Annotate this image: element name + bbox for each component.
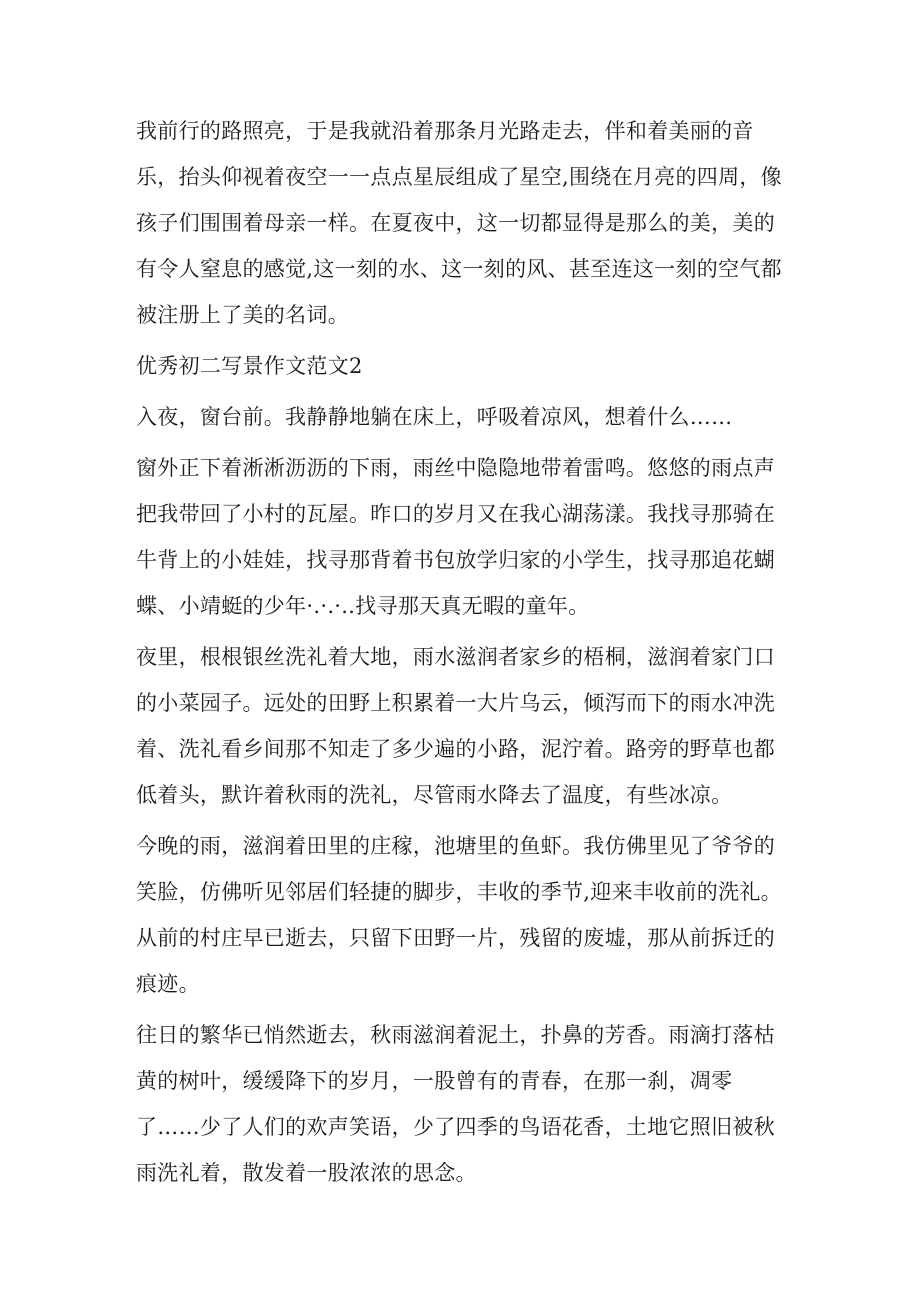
paragraph-rain-memories: 窗外正下着淅淅沥沥的下雨，雨丝中隐隐地带着雷鸣。悠悠的雨点声把我带回了小村的瓦屋。昨口的岁月又在我心湖荡漾。我找寻那骑在牛背上的小娃娃，找寻那背着书包放学归家的小学生，找寻那追花蝴蝶、小靖蜓的少年·.·.·..找寻那天真无暇的童年。 — [136, 456, 775, 618]
paragraph-tonight-rain: 今晚的雨，滋润着田里的庄稼，池塘里的鱼虾。我仿佛里见了爷爷的笑脸，仿佛听见邻居们轻捷的脚步，丰收的季节,迎来丰收前的洗礼。从前的村庄早已逝去，只留下田野一片，残留的废墟，那从前拆迁的痕迹。 — [136, 834, 782, 996]
paragraph-night-rain: 夜里，根根银丝洗礼着大地，雨水滋润者家乡的梧桐，滋润着家门口的小菜园子。远处的田野上积累着一大片乌云，倾泻而下的雨水冲洗着、洗礼看乡间那不知走了多少遍的小路，泥泞着。路旁的野草也都低着头，默许着秋雨的洗礼，尽管雨水降去了温度，有些冰凉。 — [136, 645, 775, 807]
document-body — [136, 108, 796, 1196]
paragraph-nightfall: 入夜，窗台前。我静静地躺在床上，呼吸着凉风，想着什么…… — [136, 405, 733, 429]
paragraph-moonlight-path: 我前行的路照亮，于是我就沿着那条月光路走去，伴和着美丽的音乐，抬头仰视着夜空一一点点星辰组成了星空,围绕在月亮的四周，像孩子们围围着母亲一样。在夏夜中，这一切都显得是那么的美，美的有令人窒息的感觉,这一刻的水、这一刻的风、甚至连这一刻的空气都被注册上了美的名词。 — [136, 119, 782, 327]
section-heading: 优秀初二写景作文范文2 — [136, 354, 363, 378]
paragraph-past-glory: 往日的繁华已悄然逝去，秋雨滋润着泥土，扑鼻的芳香。雨滴打落枯黄的树叶，缓缓降下的岁月，一股曾有的青春，在那一刹，凋零了……少了人们的欢声笑语，少了四季的鸟语花香，土地它照旧被秋雨洗礼着，散发着一股浓浓的思念。 — [136, 1023, 775, 1185]
